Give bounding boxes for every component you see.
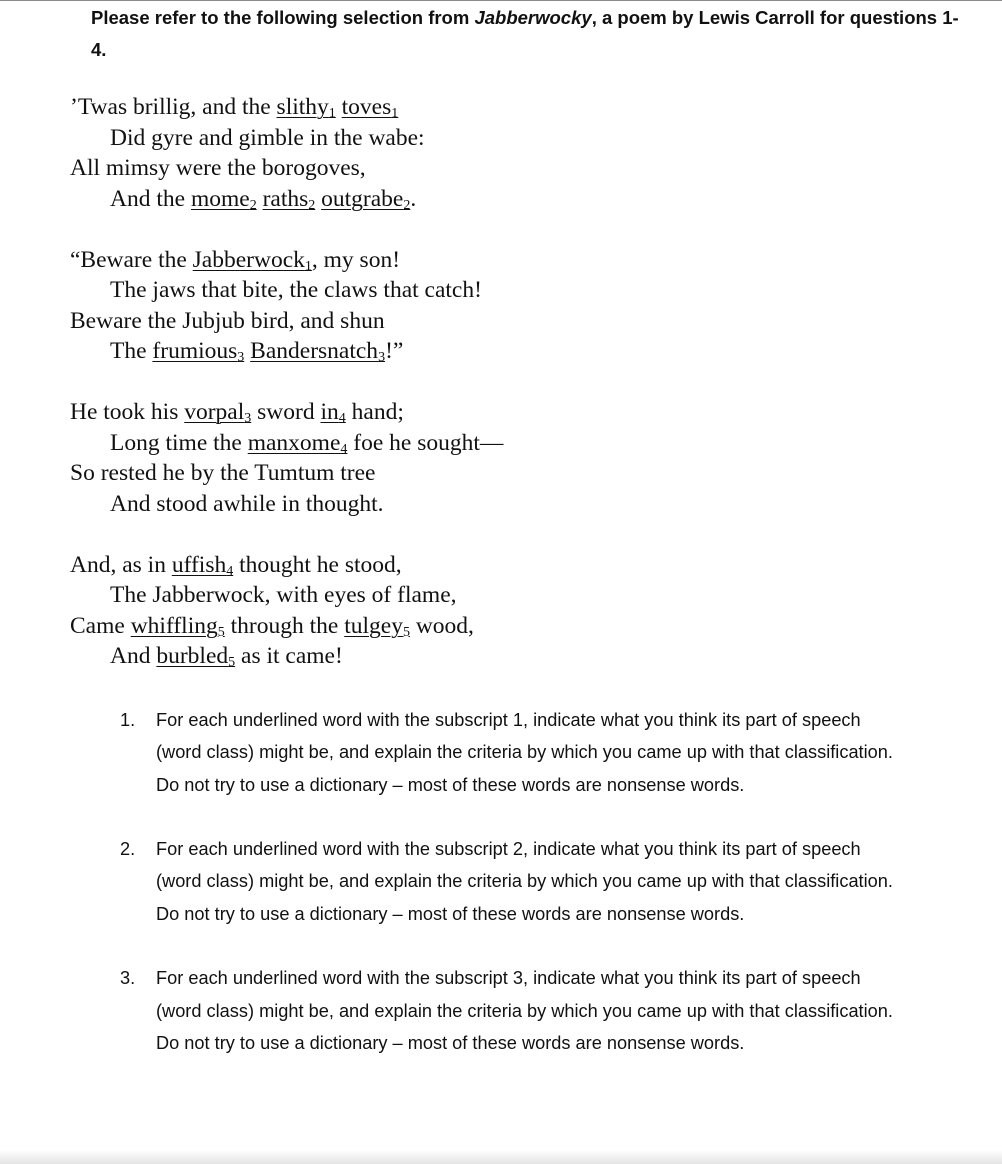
word-subscript: 4 bbox=[338, 411, 346, 426]
question-number: 2. bbox=[120, 839, 136, 860]
line-text: foe he sought— bbox=[347, 429, 504, 456]
question-text: For each underlined word with the subscript 1, indicate what you think its part of speech (word class) might be, and explain the criteria by which you came up with that classification. Do not try to use a dictionary – most of these words are nonsense words. bbox=[156, 710, 893, 795]
underlined-word bbox=[193, 247, 312, 273]
poem-line bbox=[70, 458, 770, 489]
poem-title: Jabberwocky bbox=[474, 7, 592, 28]
line-text: The bbox=[110, 338, 153, 364]
word-subscript: 1 bbox=[391, 106, 399, 121]
line-text: He took his bbox=[70, 399, 185, 425]
question-item bbox=[120, 704, 910, 801]
line-text: wood, bbox=[409, 612, 474, 639]
line-text: “Beware the bbox=[70, 246, 193, 273]
underlined-word bbox=[184, 399, 251, 425]
word-subscript: 5 bbox=[228, 655, 236, 670]
word-subscript: 2 bbox=[403, 197, 411, 213]
underlined-word bbox=[263, 186, 316, 212]
word-text: mome bbox=[190, 185, 250, 212]
line-text: sword bbox=[251, 399, 321, 425]
line-text: Did gyre and gimble in the wabe: bbox=[110, 124, 425, 151]
poem-line bbox=[70, 245, 770, 276]
line-text: !” bbox=[385, 338, 404, 364]
word-subscript: 1 bbox=[328, 106, 336, 121]
word-text: burbled bbox=[156, 643, 229, 669]
word-subscript: 2 bbox=[249, 197, 257, 213]
line-text: through the bbox=[224, 612, 345, 639]
word-subscript: 5 bbox=[402, 624, 410, 640]
word-subscript: 4 bbox=[340, 441, 348, 457]
stanza bbox=[70, 397, 770, 519]
underlined-word bbox=[191, 186, 257, 212]
word-subscript: 1 bbox=[304, 258, 312, 274]
underlined-word bbox=[172, 552, 233, 578]
poem-line bbox=[70, 397, 770, 428]
word-text: tulgey bbox=[344, 612, 403, 639]
word-text: toves bbox=[341, 94, 392, 120]
poem-line bbox=[70, 275, 770, 306]
line-text: hand; bbox=[345, 399, 404, 425]
word-text: vorpal bbox=[184, 399, 245, 425]
stanza bbox=[70, 92, 770, 214]
underlined-word bbox=[248, 430, 348, 456]
word-text: manxome bbox=[247, 429, 341, 456]
underlined-word bbox=[321, 186, 410, 212]
top-border bbox=[0, 0, 1002, 1]
question-text: For each underlined word with the subscript 3, indicate what you think its part of speech (word class) might be, and explain the criteria by which you came up with that classification. Do not try to use a dictionary – most of these words are nonsense words. bbox=[156, 968, 893, 1053]
word-text: Jabberwock bbox=[192, 246, 305, 273]
word-text: uffish bbox=[171, 551, 227, 578]
line-text: And, as in bbox=[70, 551, 172, 578]
underlined-word bbox=[156, 643, 235, 669]
line-text: The Jabberwock, with eyes of flame, bbox=[110, 582, 457, 608]
underlined-word bbox=[344, 613, 410, 639]
poem-line bbox=[70, 489, 770, 520]
line-text: And the bbox=[110, 185, 191, 212]
underlined-word bbox=[320, 399, 345, 425]
page-bottom-shadow bbox=[0, 1150, 1002, 1164]
poem-line bbox=[70, 184, 770, 215]
poem-line bbox=[70, 306, 770, 337]
poem-line bbox=[70, 336, 770, 367]
line-text: , my son! bbox=[311, 246, 401, 273]
underlined-word bbox=[131, 613, 225, 639]
underlined-word bbox=[277, 94, 336, 120]
instructions-heading bbox=[91, 2, 971, 66]
poem-line bbox=[70, 92, 770, 123]
poem bbox=[70, 92, 770, 702]
word-text: frumious bbox=[152, 338, 238, 364]
underlined-word bbox=[250, 338, 385, 364]
question-number: 1. bbox=[120, 710, 136, 730]
word-text: in bbox=[320, 399, 339, 425]
stanza bbox=[70, 245, 770, 367]
word-subscript: 5 bbox=[217, 624, 225, 640]
word-subscript: 4 bbox=[226, 563, 234, 579]
line-text: thought he stood, bbox=[233, 551, 402, 578]
word-subscript: 3 bbox=[244, 411, 252, 426]
question-list bbox=[120, 704, 910, 1092]
line-text: And stood awhile in thought. bbox=[110, 490, 384, 517]
question-text: For each underlined word with the subscript 2, indicate what you think its part of speech (word class) might be, and explain the criteria by which you came up with that classification. Do not try to use a dictionary – most of these words are nonsense words. bbox=[156, 839, 893, 924]
line-text: Long time the bbox=[110, 429, 248, 456]
word-subscript: 3 bbox=[378, 350, 386, 365]
word-text: raths bbox=[262, 185, 309, 212]
poem-line bbox=[70, 641, 770, 672]
poem-line bbox=[70, 611, 770, 642]
line-text: All mimsy were the borogoves, bbox=[70, 155, 366, 181]
word-text: Bandersnatch bbox=[250, 338, 379, 364]
stanza bbox=[70, 550, 770, 672]
line-text: So rested he by the Tumtum tree bbox=[70, 460, 376, 486]
intro-prefix: Please refer to the following selection from bbox=[91, 7, 475, 28]
line-text: The jaws that bite, the claws that catch! bbox=[110, 277, 482, 303]
word-text: outgrabe bbox=[321, 185, 404, 212]
underlined-word bbox=[342, 94, 399, 120]
line-text: as it came! bbox=[235, 643, 343, 669]
word-subscript: 2 bbox=[308, 197, 316, 213]
poem-line bbox=[70, 580, 770, 611]
poem-line bbox=[70, 153, 770, 184]
poem-line bbox=[70, 550, 770, 581]
line-text: ’Twas brillig, and the bbox=[70, 94, 277, 120]
question-number: 3. bbox=[120, 968, 136, 989]
word-text: whiffling bbox=[130, 612, 218, 639]
poem-line bbox=[70, 123, 770, 154]
word-subscript: 3 bbox=[237, 350, 245, 365]
intro-suffix: , a poem by Lewis Carroll for questions 1-4. bbox=[91, 7, 959, 60]
question-item bbox=[120, 962, 910, 1059]
question-item bbox=[120, 833, 910, 930]
poem-line bbox=[70, 428, 770, 459]
word-text: slithy bbox=[276, 94, 329, 120]
line-text: Beware the Jubjub bird, and shun bbox=[70, 307, 385, 334]
underlined-word bbox=[152, 338, 244, 364]
line-text: . bbox=[410, 185, 417, 212]
line-text: Came bbox=[70, 612, 131, 639]
line-text: And bbox=[110, 643, 157, 669]
